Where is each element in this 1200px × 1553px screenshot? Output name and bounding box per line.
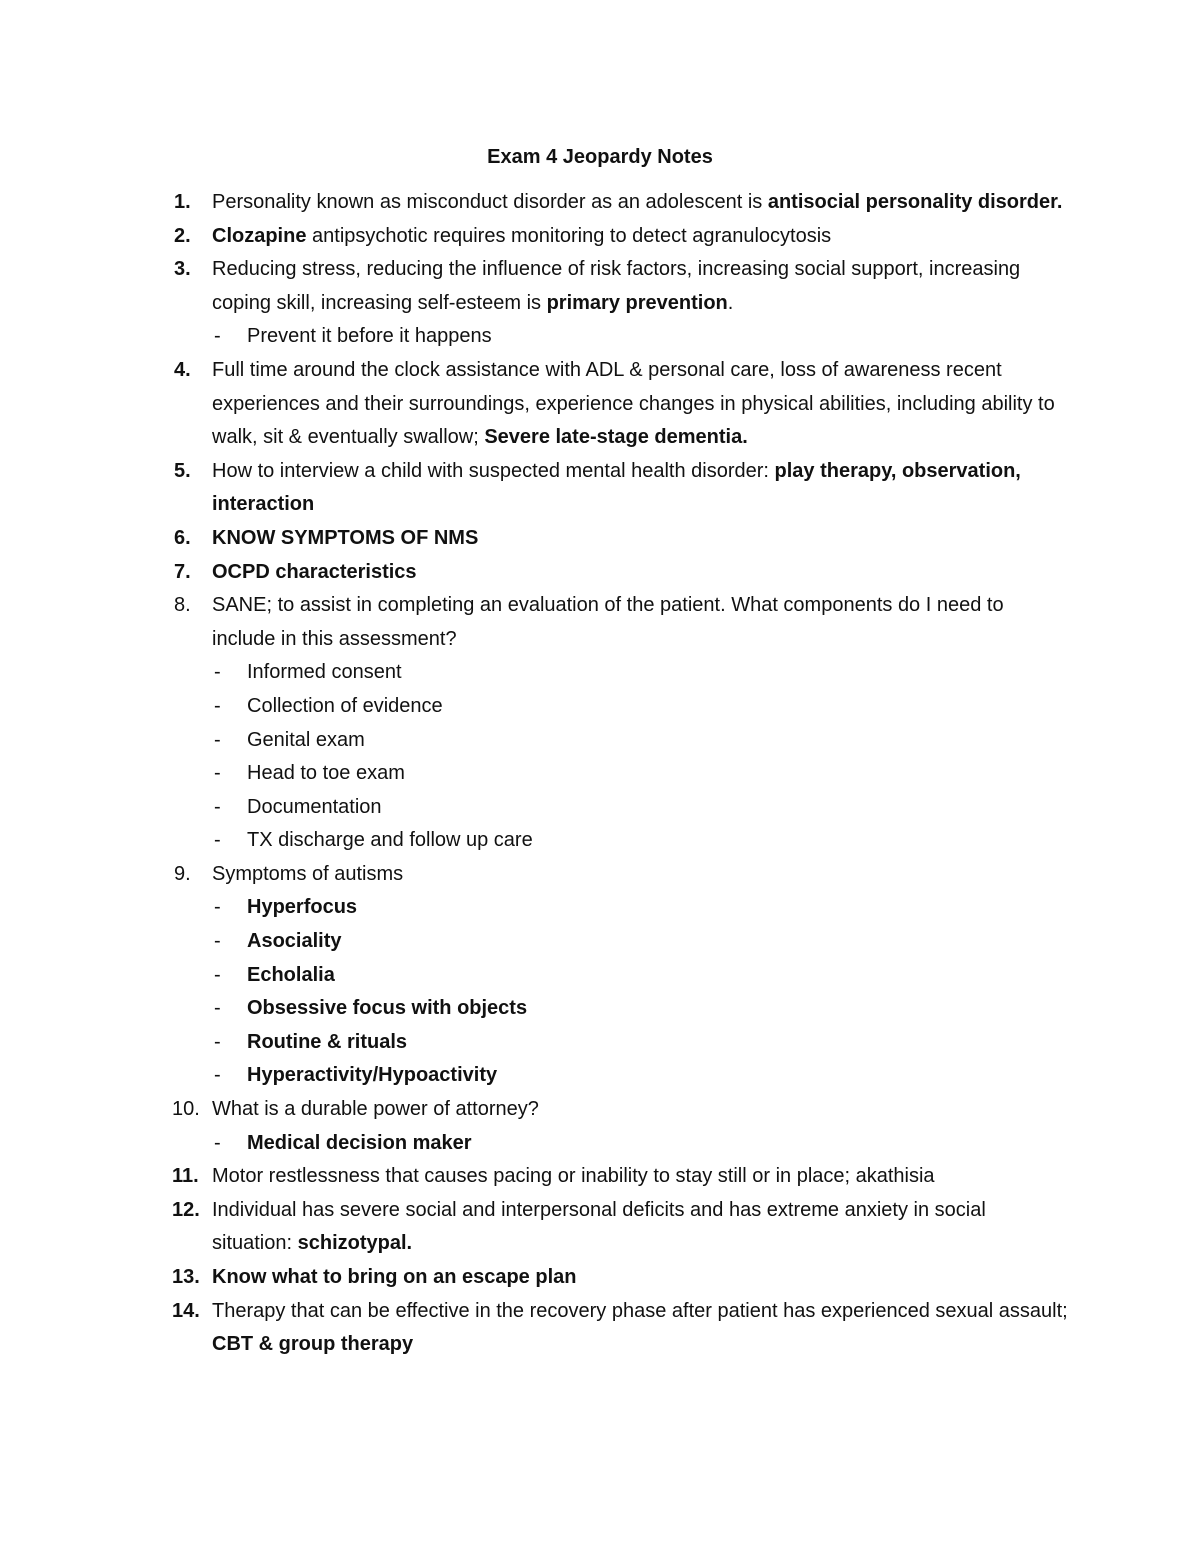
plain-text: What is a durable power of attorney? [212,1098,539,1121]
sub-list-item [212,891,1070,925]
list-item [168,858,1070,1093]
item-text [212,258,1020,314]
dash-bullet: - [214,997,221,1020]
list-item [168,522,1070,556]
bold-text: play therapy, observation, interaction [212,459,1021,516]
list-item [168,253,1070,354]
sub-item-text: Informed consent [247,661,402,684]
item-number: 10. [172,1098,200,1121]
sub-list-item [212,757,1070,791]
plain-text: antipsychotic requires monitoring to detect agranulocytosis [306,224,832,247]
item-text [212,191,1062,213]
list-item [168,220,1070,254]
dash-bullet: - [214,1064,221,1087]
sub-list-item [212,1059,1070,1093]
list-item [168,354,1070,455]
item-number: 5. [174,459,191,482]
item-text [212,359,1055,448]
bold-text: KNOW SYMPTOMS OF NMS [212,526,479,549]
list-item [168,455,1070,522]
list-item [168,1261,1070,1295]
item-text [212,1165,935,1187]
sub-list-item [212,690,1070,724]
sub-list-item [212,959,1070,993]
dash-bullet: - [214,694,221,717]
sub-item-text: Obsessive focus with objects [247,997,528,1020]
list-item [168,186,1070,220]
item-number: 14. [172,1299,200,1322]
sub-item-text: Head to toe exam [247,762,405,785]
page-title: Exam 4 Jeopardy Notes [487,146,713,168]
sub-item-text: Routine & rituals [247,1030,408,1053]
bold-text: schizotypal. [297,1232,413,1255]
sub-list-item [212,724,1070,758]
bold-text: Know what to bring on an escape plan [212,1266,577,1288]
sub-list-item [212,992,1070,1026]
plain-text: Therapy that can be effective in the recovery phase after patient has experienced sexual assault; [212,1299,1068,1322]
dash-bullet: - [214,896,221,919]
plain-text: Symptoms of autisms [212,862,404,885]
dash-bullet: - [214,930,221,953]
plain-text: Reducing stress, reducing the influence of risk factors, increasing social support, increasing coping skill, increasing self-esteem is [212,258,1021,314]
dash-bullet: - [214,1030,221,1053]
item-number: 9. [174,862,191,885]
sub-list [212,320,1070,354]
sub-list [212,1127,1070,1161]
sub-item-text: Echolalia [247,963,335,986]
dash-bullet: - [214,1131,221,1154]
plain-text: Individual has severe social and interpersonal deficits and has extreme anxiety in social situation: [212,1198,986,1255]
list-item [168,556,1070,590]
bold-text: Clozapine [212,224,307,247]
item-text [212,1199,986,1255]
bold-text: antisocial personality disorder. [767,191,1063,213]
dash-bullet: - [214,795,221,818]
sub-list-item [212,925,1070,959]
sub-list [212,656,1070,858]
plain-text: SANE; to assist in completing an evaluation of the patient. What components do I need to include in this assessment? [212,594,1004,650]
sub-item-text: TX discharge and follow up care [247,829,533,852]
bold-text: OCPD characteristics [212,560,417,583]
item-number: 6. [174,526,191,549]
plain-text: Personality known as misconduct disorder as an adolescent is [212,191,768,213]
item-text [212,863,403,885]
item-text [212,527,478,549]
sub-item-text: Documentation [247,795,382,818]
dash-bullet: - [214,325,221,348]
item-number: 7. [174,560,191,583]
dash-bullet: - [214,829,221,852]
notes-list [168,186,1070,1362]
sub-item-text: Medical decision maker [247,1131,472,1154]
item-text [212,594,1004,650]
sub-list-item [212,791,1070,825]
item-number: 2. [174,224,191,247]
item-number: 13. [172,1266,200,1288]
sub-list [212,891,1070,1093]
plain-text: . [727,291,734,314]
list-item [168,589,1070,858]
list-item [168,1093,1070,1160]
list-item [168,1295,1070,1362]
item-number: 4. [174,358,191,381]
sub-list-item [212,824,1070,858]
sub-list-item [212,1026,1070,1060]
dash-bullet: - [214,762,221,785]
list-item [168,1160,1070,1194]
sub-item-text: Prevent it before it happens [247,325,492,348]
sub-list-item [212,656,1070,690]
plain-text: Motor restlessness that causes pacing or inability to stay still or in place; akathisia [212,1165,935,1188]
item-text [212,1266,576,1288]
item-text [212,561,417,583]
item-text [212,1098,539,1120]
dash-bullet: - [214,963,221,986]
sub-list-item [212,320,1070,354]
plain-text: How to interview a child with suspected mental health disorder: [212,459,775,482]
item-number: 1. [174,191,191,213]
sub-item-text: Asociality [247,930,342,953]
bold-text: CBT & group therapy [212,1333,414,1356]
sub-item-text: Hyperactivity/Hypoactivity [247,1064,498,1087]
item-text [212,1300,1068,1356]
sub-item-text: Hyperfocus [247,896,358,919]
item-text [212,460,1021,516]
bold-text: Severe late-stage dementia. [484,426,748,449]
list-item [168,1194,1070,1261]
sub-item-text: Collection of evidence [247,694,443,717]
bold-text: primary prevention [546,291,728,314]
item-number: 3. [174,258,191,281]
item-number: 11. [172,1165,199,1188]
item-number: 8. [174,594,191,617]
item-number: 12. [172,1198,200,1221]
sub-list-item [212,1127,1070,1161]
sub-item-text: Genital exam [247,728,365,751]
plain-text: Full time around the clock assistance with ADL & personal care, loss of awareness recent experiences and their surroundings, experience changes in physical abilities, including ability to walk, sit & eventually swallow; [212,358,1055,449]
dash-bullet: - [214,661,221,684]
dash-bullet: - [214,728,221,751]
item-text [212,225,831,247]
